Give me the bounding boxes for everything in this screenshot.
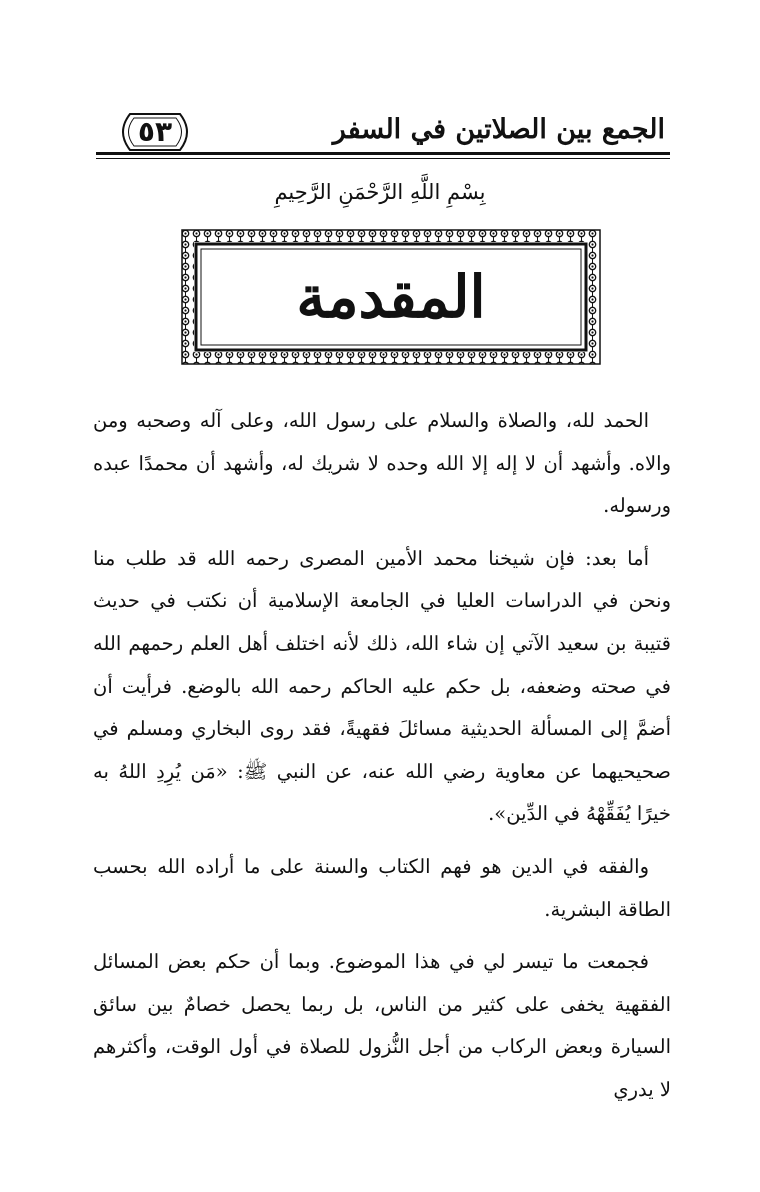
section-title: المقدمة bbox=[296, 263, 486, 331]
paragraph: أما بعد: فإن شيخنا محمد الأمين المصرى رحمه الله قد طلب منا ونحن في الدراسات العليا في الجامعة الإسلامية أن نكتب في حديث قتيبة بن سعيد الآتي إن شاء الله، ذلك لأنه اختلف أهل العلم رحمهم الله في صحته وضعفه، بل حكم عليه الحاكم رحمه الله بالوضع. فرأيت أن أضمَّ إلى المسألة الحديثية مسائلَ فقهيةً، فقد روى البخاري ومسلم في صحيحيهما عن معاوية رضي الله عنه، عن النبي ﷺ: «مَن يُرِدِ اللهُ به خيرًا يُفَقِّهْهُ في الدِّين». bbox=[93, 546, 671, 826]
page-number: ٥٣ bbox=[137, 115, 173, 148]
paragraph: والفقه في الدين هو فهم الكتاب والسنة على ما أراده الله بحسب الطاقة البشرية. bbox=[93, 854, 671, 921]
paragraph: فجمعت ما تيسر لي في هذا الموضوع. وبما أن حكم بعض المسائل الفقهية يخفى على كثير من الناس، بل ربما يحصل خصامٌ بين سائق السيارة وبعض الركاب من أجل النُّزول للصلاة في أول الوقت، وأكثرهم لا يدري bbox=[93, 950, 671, 1101]
header-rule bbox=[96, 152, 670, 159]
paragraph: الحمد لله، والصلاة والسلام على رسول الله، وعلى آله وصحبه ومن والاه. وأشهد أن لا إله إلا الله وحده لا شريك له، وأشهد أن محمدًا عبده ورسوله. bbox=[93, 409, 671, 518]
basmala: بِسْمِ اللَّهِ الرَّحْمَنِ الرَّحِيمِ bbox=[274, 180, 486, 204]
running-title: الجمع بين الصلاتين في السفر bbox=[332, 114, 665, 145]
body-text bbox=[93, 400, 671, 1122]
